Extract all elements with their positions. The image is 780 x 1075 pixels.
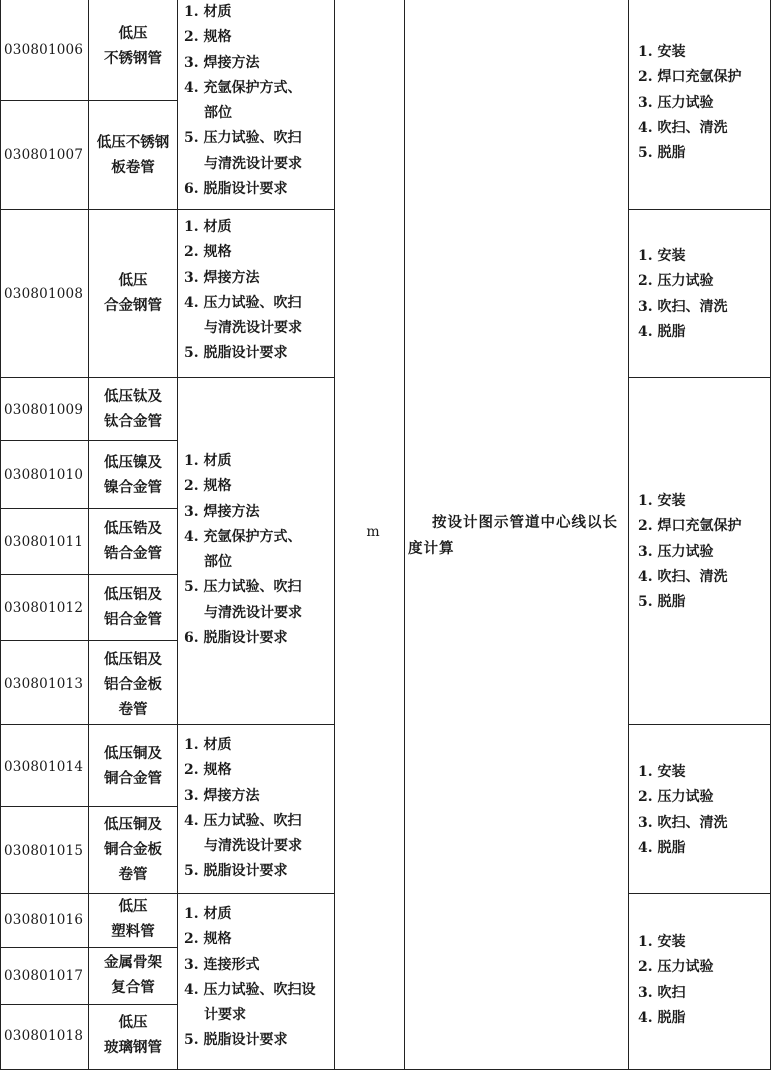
item-name: 金属骨架 复合管 — [104, 954, 162, 996]
item-name: 低压铜及 铜合金板 卷管 — [104, 816, 162, 883]
row-divider — [0, 947, 177, 948]
work-content: 1. 安装 2. 压力试验 3. 吹扫、清洗 4. 脱脂 — [638, 764, 728, 856]
item-features: 1. 材质 2. 规格 3. 连接形式 4. 压力试验、吹扫设 计要求 5. 脱脂设计要求 — [184, 906, 316, 1049]
table-border-left — [0, 0, 1, 1070]
row-divider — [0, 574, 177, 575]
item-code: 030801009 — [4, 402, 84, 418]
item-name: 低压 塑料管 — [111, 898, 155, 940]
item-code: 030801015 — [4, 843, 84, 859]
row-divider — [0, 440, 177, 441]
work-content: 1. 安装 2. 压力试验 3. 吹扫 4. 脱脂 — [638, 934, 714, 1026]
work-content: 1. 安装 2. 焊口充氩保护 3. 压力试验 4. 吹扫、清洗 5. 脱脂 — [638, 44, 742, 162]
row-divider — [0, 508, 177, 509]
work-content: 1. 安装 2. 焊口充氩保护 3. 压力试验 4. 吹扫、清洗 5. 脱脂 — [638, 493, 742, 611]
item-features: 1. 材质 2. 规格 3. 焊接方法 4. 充氩保护方式、 部位 5. 压力试验、吹扫 与清洗设计要求 6. 脱脂设计要求 — [184, 453, 302, 647]
item-features: 1. 材质 2. 规格 3. 焊接方法 4. 压力试验、吹扫 与清洗设计要求 5. 脱脂设计要求 — [184, 737, 302, 880]
quantity-rule: 按设计图示管道中心线以长度计算 — [408, 514, 618, 557]
item-name: 低压 合金钢管 — [104, 272, 162, 314]
unit-of-measure: m — [366, 524, 380, 540]
table-border-bottom — [0, 1069, 771, 1070]
item-name: 低压不锈钢 板卷管 — [96, 134, 170, 176]
item-code: 030801018 — [4, 1028, 84, 1044]
item-code: 030801013 — [4, 676, 84, 692]
column-divider — [88, 0, 89, 1070]
column-divider — [177, 0, 178, 1070]
group-divider — [0, 724, 334, 725]
item-name: 低压镍及 镍合金管 — [104, 454, 162, 496]
item-name: 低压锆及 锆合金管 — [104, 520, 162, 562]
item-features: 1. 材质 2. 规格 3. 焊接方法 4. 压力试验、吹扫 与清洗设计要求 5. 脱脂设计要求 — [184, 219, 302, 362]
item-code: 030801016 — [4, 912, 84, 928]
column-divider — [334, 0, 335, 1070]
item-code: 030801014 — [4, 759, 84, 775]
item-name: 低压 玻璃钢管 — [104, 1014, 162, 1056]
row-divider — [0, 806, 177, 807]
work-content: 1. 安装 2. 压力试验 3. 吹扫、清洗 4. 脱脂 — [638, 248, 728, 340]
item-name: 低压钛及 钛合金管 — [104, 388, 162, 430]
group-divider — [628, 724, 771, 725]
row-divider — [0, 100, 177, 101]
item-code: 030801012 — [4, 600, 84, 616]
group-divider — [628, 377, 771, 378]
item-code: 030801008 — [4, 286, 84, 302]
item-name: 低压铝及 铝合金管 — [104, 586, 162, 628]
item-name: 低压铜及 铜合金管 — [104, 745, 162, 787]
item-features: 1. 材质 2. 规格 3. 焊接方法 4. 充氩保护方式、 部位 5. 压力试验、吹扫 与清洗设计要求 6. 脱脂设计要求 — [184, 4, 302, 198]
group-divider — [628, 893, 771, 894]
column-divider — [404, 0, 405, 1070]
item-code: 030801007 — [4, 147, 84, 163]
item-code: 030801010 — [4, 467, 84, 483]
item-name: 低压铝及 铝合金板 卷管 — [104, 651, 162, 718]
item-code: 030801006 — [4, 42, 84, 58]
item-code: 030801017 — [4, 968, 84, 984]
group-divider — [0, 209, 334, 210]
item-code: 030801011 — [4, 534, 84, 550]
row-divider — [0, 640, 177, 641]
item-name: 低压 不锈钢管 — [104, 25, 162, 67]
group-divider — [0, 377, 334, 378]
group-divider — [628, 209, 771, 210]
row-divider — [0, 1004, 177, 1005]
column-divider — [628, 0, 629, 1070]
